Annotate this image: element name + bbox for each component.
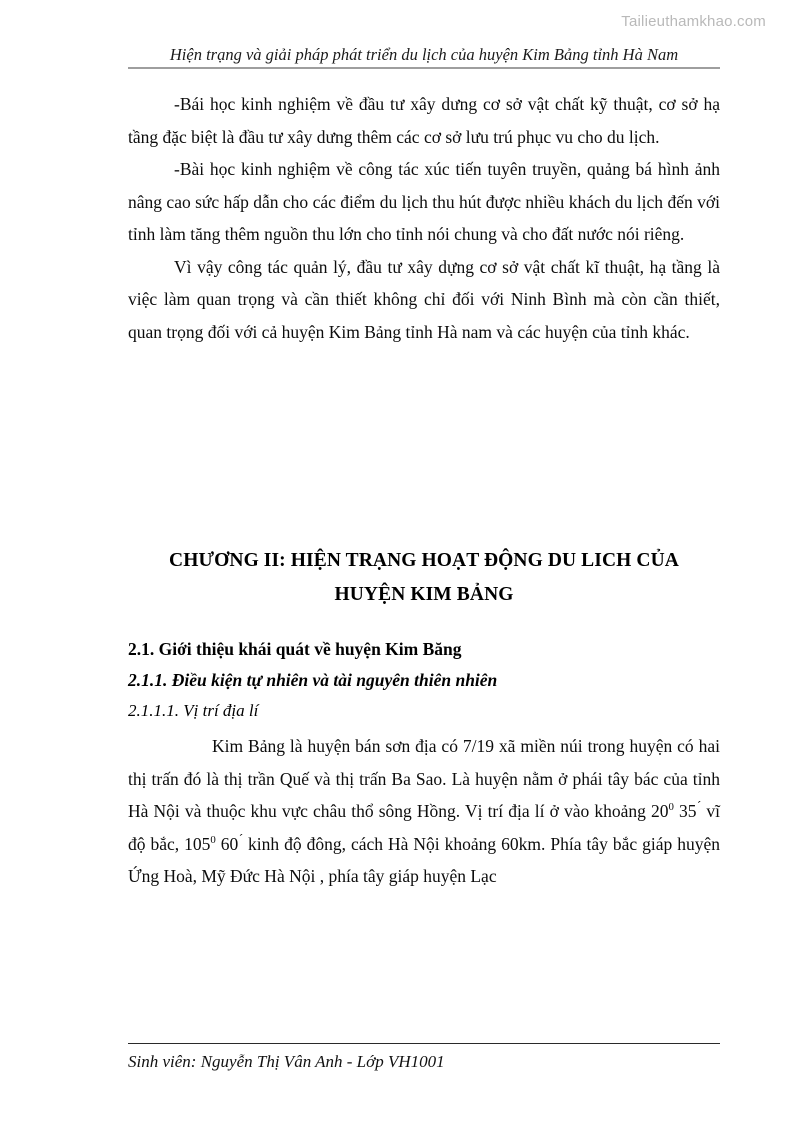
header-title: Hiện trạng và giải pháp phát triển du lịch của huyện Kim Bảng tỉnh Hà Nam — [169, 45, 679, 64]
section-heading-2-1: 2.1. Giới thiệu khái quát về huyện Kim Băng — [128, 639, 462, 659]
chapter-title-line-1: CHƯƠNG II: HIỆN TRẠNG HOẠT ĐỘNG DU LICH CỦA — [169, 550, 679, 571]
blank-space — [128, 348, 720, 544]
body-paragraph-4 — [128, 730, 720, 893]
heading-gap — [128, 612, 720, 634]
footer-student-info: Sinh viên: Nguyễn Thị Vân Anh - Lớp VH1001 — [128, 1052, 445, 1071]
minute-superscript-2: ´ — [238, 831, 244, 846]
last-paragraph-value-2: 60 — [215, 833, 239, 854]
last-paragraph-value-1: 35 — [673, 801, 697, 821]
minute-superscript-1: ´ — [697, 799, 702, 814]
section-heading-2-1-1-1: 2.1.1.1. Vị trí địa lí — [128, 701, 259, 720]
section-heading-2-1-1: 2.1.1. Điều kiện tự nhiên và tài nguyên thiên nhiên — [128, 670, 498, 690]
footer-divider — [128, 1043, 720, 1044]
last-paragraph-part-3: kinh độ đông, cách Hà Nội khoảng 60km. Phía tây bắc giáp huyện Ứng Hoà, Mỹ Đức Hà Nội , phía tây giáp huyện Lạc — [128, 833, 720, 886]
body-paragraph-2: -Bài học kinh nghiệm về công tác xúc tiến tuyên truyền, quảng bá hình ảnh nâng cao sức hấp dẫn cho các điểm du lịch thu hút được nhiều khách du lịch đến với tỉnh làm tăng thêm nguồn thu lớn cho tỉnh nói chung và cho đất nước nói riêng. — [128, 159, 720, 244]
body-paragraph-3: Vì vậy công tác quản lý, đầu tư xây dựng cơ sở vật chất kĩ thuật, hạ tầng là việc làm quan trọng và cần thiết không chỉ đối với Ninh Bình mà còn cần thiết, quan trọng đối với cả huyện Kim Bảng tỉnh Hà nam và các huyện của tỉnh khác. — [128, 256, 720, 342]
document-body — [128, 88, 720, 893]
degree-superscript-1: 0 — [668, 801, 674, 814]
body-paragraph-1: -Bái học kinh nghiệm về đầu tư xây dưng cơ sở vật chất kỹ thuật, cơ sở hạ tầng đặc biệt là đầu tư xây dưng thêm các cơ sở lưu trú phục vu cho du lịch. — [128, 94, 720, 147]
chapter-title-line-2: HUYỆN KIM BẢNG — [334, 584, 514, 605]
last-paragraph-part-1: Kim Bảng là huyện bán sơn địa có 7/19 xã miền núi trong huyện có hai thị trấn đó là thị trần Quế và thị trấn Ba Sao. Là huyện nằm ở phái tây bác của tỉnh Hà Nội và thuộc khu vực châu thổ sông Hồng. Vị trí địa lí ở vào khoảng 20 — [128, 736, 720, 821]
page-footer — [128, 1043, 720, 1074]
last-paragraph-part-2: vĩ độ bắc, 105 — [128, 801, 720, 854]
watermark-text: Tailieuthamkhao.com — [621, 13, 766, 30]
page-header — [128, 44, 720, 69]
degree-superscript-2: 0 — [210, 833, 216, 846]
chapter-title — [128, 544, 720, 612]
header-divider — [128, 67, 720, 69]
